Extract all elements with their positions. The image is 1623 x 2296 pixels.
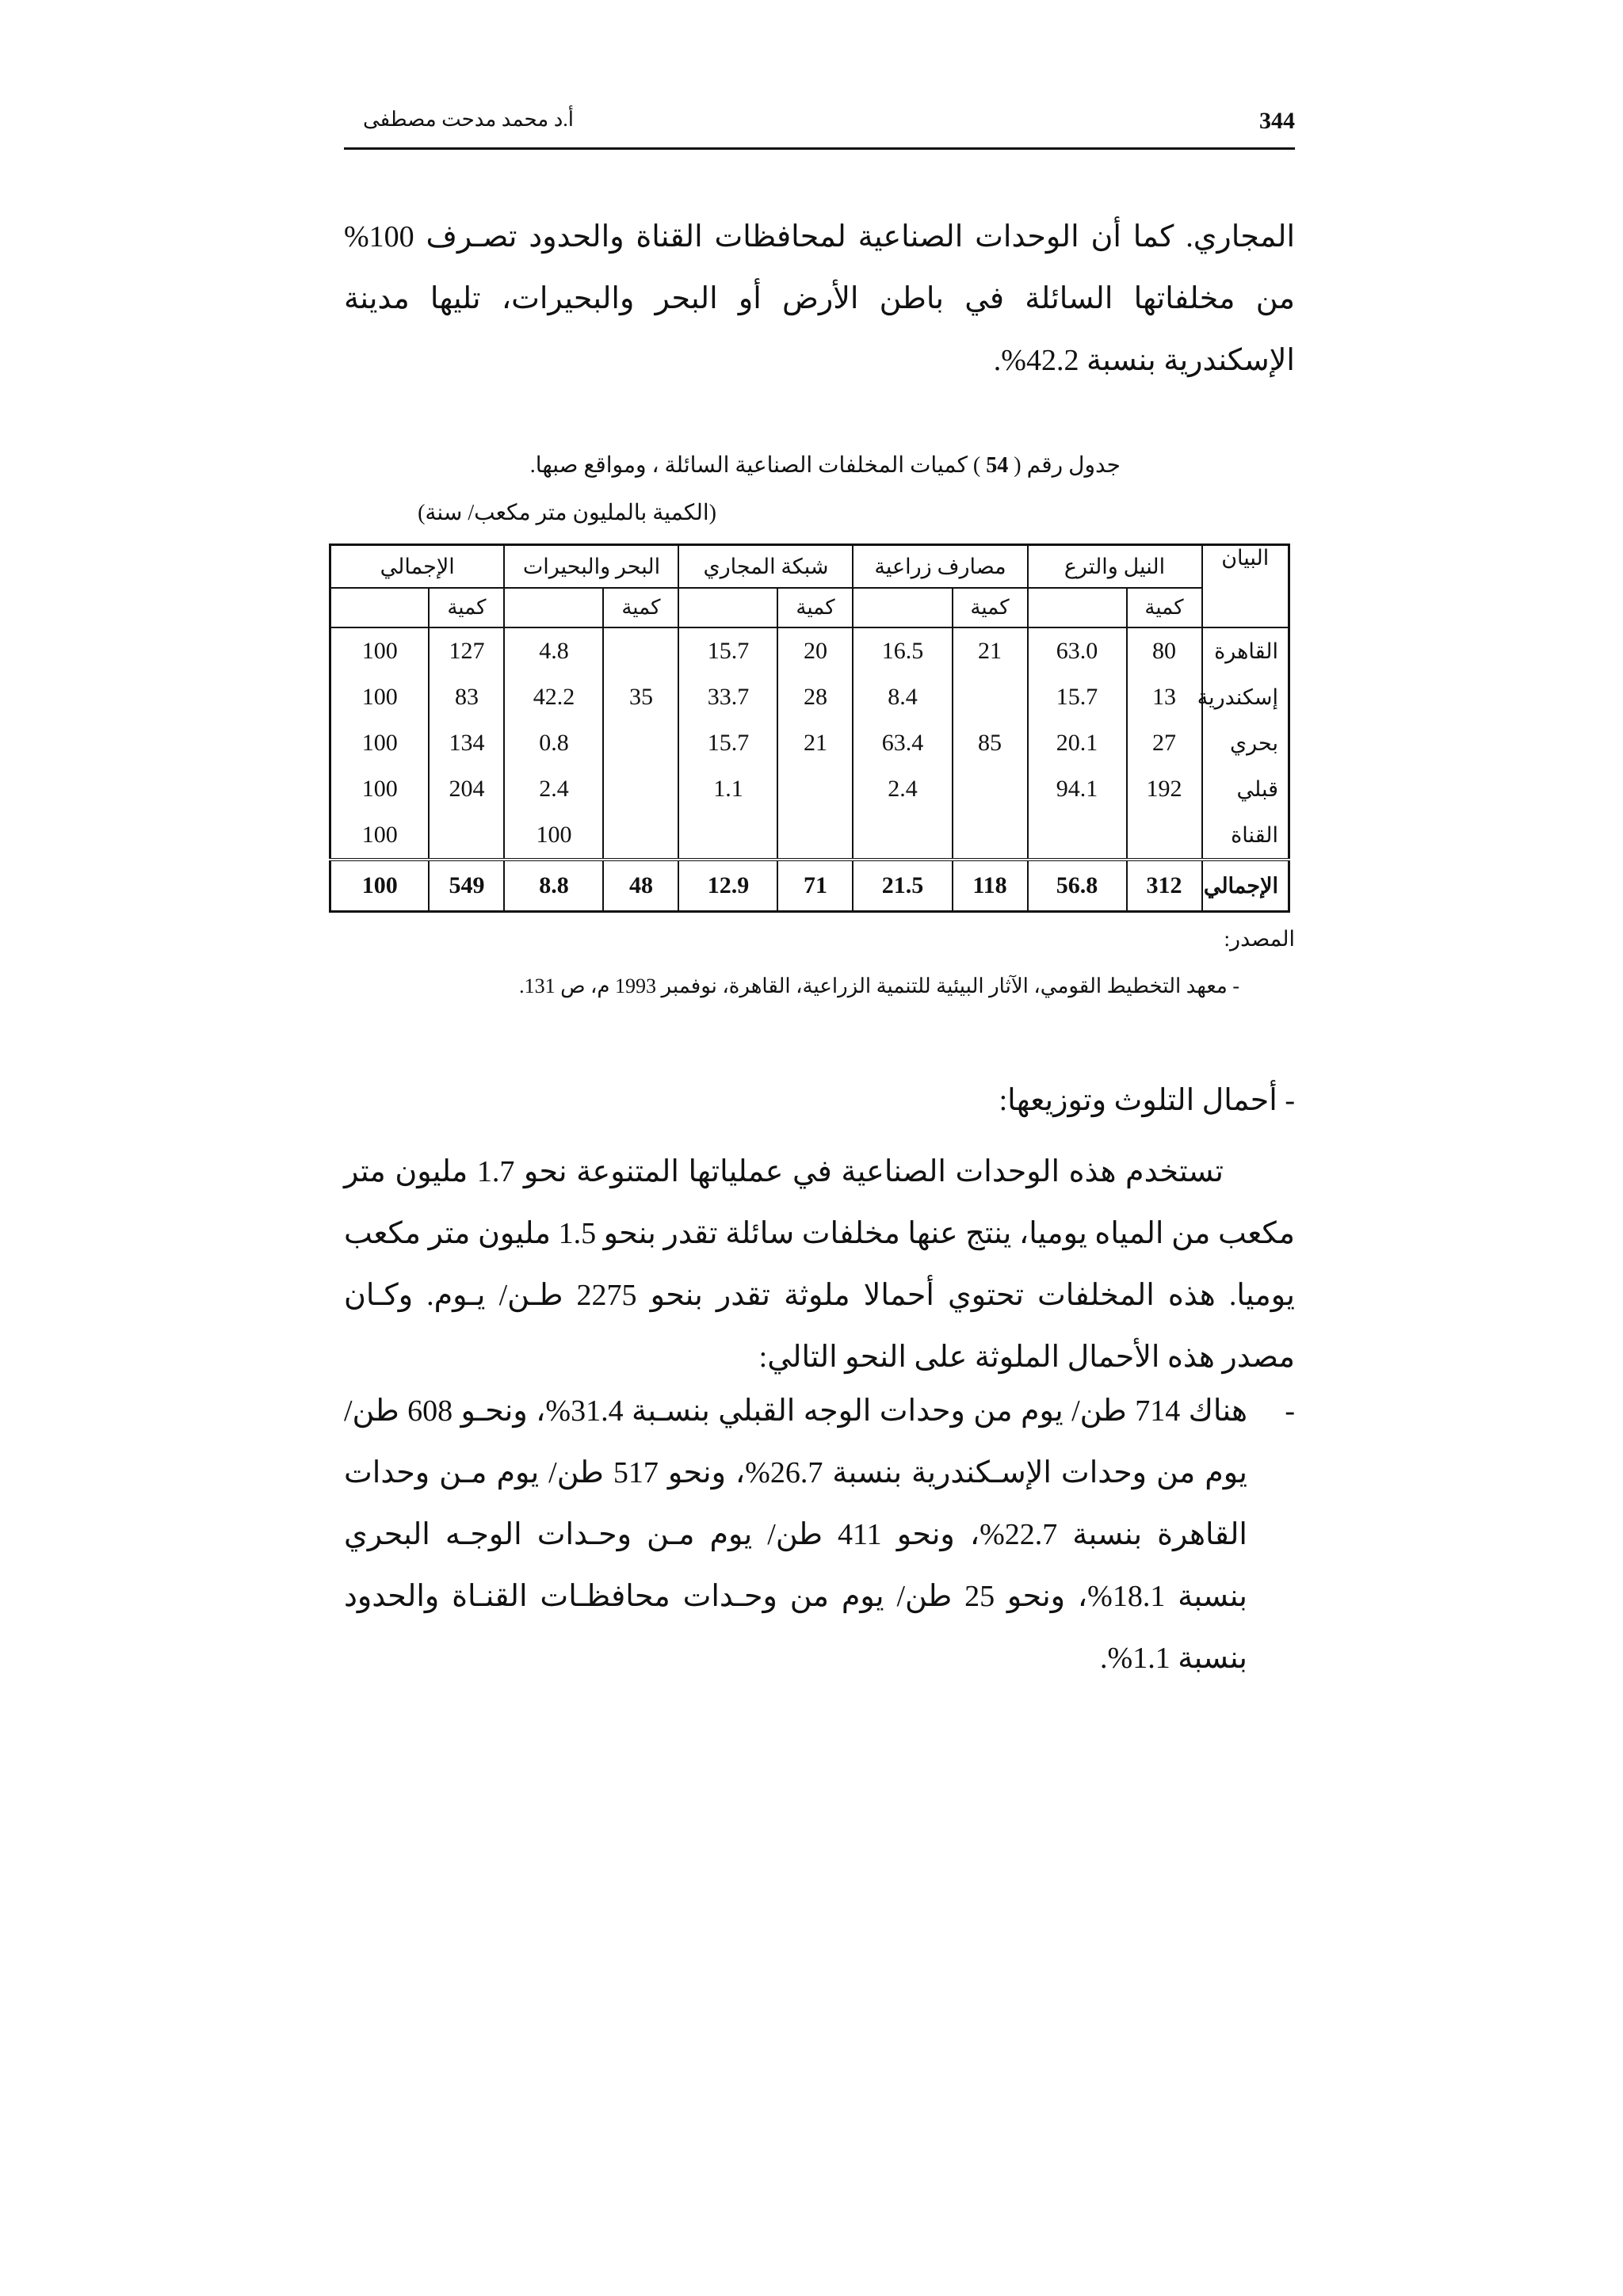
group-header: النيل والترع <box>1028 545 1202 589</box>
subheader-quantity: كمية <box>1127 588 1202 627</box>
table-cell <box>603 766 678 812</box>
table-body <box>330 627 1289 912</box>
table-subheader-row <box>330 588 1289 627</box>
book-page <box>344 0 1295 2296</box>
row-label: إسكندرية <box>1202 674 1289 720</box>
row-label: القناة <box>1202 812 1289 860</box>
table-cell <box>603 812 678 860</box>
table-cell: 118 <box>953 860 1028 912</box>
table-cell: 12.9 <box>678 860 777 912</box>
table-cell: 63.4 <box>853 720 952 766</box>
table-cell: 94.1 <box>1028 766 1127 812</box>
table-cell: 2.4 <box>853 766 952 812</box>
table-cell: 83 <box>429 674 504 720</box>
subheader-quantity: كمية <box>429 588 504 627</box>
table-cell: 21.5 <box>853 860 952 912</box>
table-cell: 192 <box>1127 766 1202 812</box>
table-cell: 100 <box>504 812 603 860</box>
table-cell <box>1127 812 1202 860</box>
table-cell: 56.8 <box>1028 860 1127 912</box>
table-row <box>330 627 1289 674</box>
table-row <box>330 720 1289 766</box>
table-cell: 100 <box>330 812 429 860</box>
table-cell: 134 <box>429 720 504 766</box>
source-label: المصدر: <box>1224 927 1295 951</box>
table-cell: 42.2 <box>504 674 603 720</box>
author-name: أ.د محمد مدحت مصطفى <box>363 108 574 131</box>
row-label: قبلي <box>1202 766 1289 812</box>
table-cell: 100 <box>330 860 429 912</box>
table-cell: 16.5 <box>853 627 952 674</box>
table-cell <box>678 812 777 860</box>
table-cell: 13 <box>1127 674 1202 720</box>
row-label: الإجمالي <box>1202 860 1289 912</box>
intro-paragraph: المجاري. كما أن الوحدات الصناعية لمحافظات القناة والحدود تصـرف 100% من مخلفاتها السائلة في باطن الأرض أو البحر والبحيرات، تليها مدينة الإسكندرية بنسبة 42.2%. <box>344 220 1295 377</box>
subheader-blank <box>853 588 952 627</box>
header-rule <box>344 147 1295 150</box>
table-cell <box>1028 812 1127 860</box>
subheader-quantity: كمية <box>953 588 1028 627</box>
subheader-blank <box>1028 588 1127 627</box>
table-cell: 27 <box>1127 720 1202 766</box>
table-cell: 85 <box>953 720 1028 766</box>
table-cell: 63.0 <box>1028 627 1127 674</box>
group-header: شبكة المجاري <box>678 545 853 589</box>
subheader-quantity: كمية <box>603 588 678 627</box>
table-cell <box>777 812 853 860</box>
table-cell: 80 <box>1127 627 1202 674</box>
subheader-blank <box>330 588 429 627</box>
group-header: البحر والبحيرات <box>504 545 678 589</box>
table-cell: 15.7 <box>678 720 777 766</box>
caption-prefix: جدول رقم ( <box>1014 453 1121 478</box>
page-number: 344 <box>1259 108 1295 134</box>
table-cell: 100 <box>330 627 429 674</box>
table-cell: 4.8 <box>504 627 603 674</box>
table-cell <box>777 766 853 812</box>
table-cell: 21 <box>953 627 1028 674</box>
table-cell: 48 <box>603 860 678 912</box>
table-cell <box>603 720 678 766</box>
subheader-quantity: كمية <box>777 588 853 627</box>
table-cell: 1.1 <box>678 766 777 812</box>
table-cell: 33.7 <box>678 674 777 720</box>
table-cell: 549 <box>429 860 504 912</box>
table-cell: 100 <box>330 766 429 812</box>
subheader-blank <box>678 588 777 627</box>
subheader-blank <box>504 588 603 627</box>
table-cell: 8.8 <box>504 860 603 912</box>
row-label: القاهرة <box>1202 627 1289 674</box>
table-cell: 28 <box>777 674 853 720</box>
table-total-row <box>330 860 1289 912</box>
page-header <box>344 100 1295 147</box>
table-cell <box>953 812 1028 860</box>
table-cell <box>953 766 1028 812</box>
group-header: الإجمالي <box>330 545 504 589</box>
table-cell: 100 <box>330 674 429 720</box>
table-cell: 35 <box>603 674 678 720</box>
section-paragraph: تستخدم هذه الوحدات الصناعية في عملياتها المتنوعة نحو 1.7 مليون متر مكعب من المياه يوميا، ينتج عنها مخلفات سائلة تقدر بنحو 1.5 مليون متر مكعب يوميا. هذه المخلفات تحتوي أحمالا ملوثة تقدر بنحو 2275 طـن/ يـوم. وكـان مصدر هذه الأحمال الملوثة على النحو التالي: <box>344 1155 1295 1374</box>
row-header-cell: البيان <box>1202 545 1289 628</box>
table-cell: 15.7 <box>1028 674 1127 720</box>
table-cell: 21 <box>777 720 853 766</box>
industrial-waste-table <box>329 543 1290 913</box>
table-cell: 127 <box>429 627 504 674</box>
table-unit-note: (الكمية بالمليون متر مكعب/ سنة) <box>418 501 716 525</box>
table-cell <box>603 627 678 674</box>
table-cell: 20.1 <box>1028 720 1127 766</box>
table-cell: 0.8 <box>504 720 603 766</box>
data-table-wrapper <box>331 543 1290 913</box>
table-cell: 100 <box>330 720 429 766</box>
table-cell: 20 <box>777 627 853 674</box>
bullet-dash: - <box>1285 1394 1295 1428</box>
table-row <box>330 674 1289 720</box>
table-cell: 15.7 <box>678 627 777 674</box>
source-citation: - معهد التخطيط القومي، الآثار البيئية للتنمية الزراعية، القاهرة، نوفمبر 1993 م، ص 131. <box>519 974 1239 997</box>
table-group-header-row <box>330 545 1289 589</box>
table-cell: 71 <box>777 860 853 912</box>
table-row <box>330 766 1289 812</box>
table-cell: 312 <box>1127 860 1202 912</box>
caption-suffix: ) كميات المخلفات الصناعية السائلة ، ومواقع صبها. <box>529 453 981 478</box>
table-row <box>330 812 1289 860</box>
table-cell: 8.4 <box>853 674 952 720</box>
table-caption <box>530 452 1121 479</box>
group-header: مصارف زراعية <box>853 545 1027 589</box>
table-cell <box>953 674 1028 720</box>
table-cell <box>429 812 504 860</box>
row-label: بحري <box>1202 720 1289 766</box>
table-cell <box>853 812 952 860</box>
section-heading: - أحمال التلوث وتوزيعها: <box>999 1084 1295 1117</box>
caption-number: 54 <box>986 453 1009 478</box>
bullet-text: هناك 714 طن/ يوم من وحدات الوجه القبلي بنسـبة 31.4%، ونحـو 608 طن/ يوم من وحدات الإسـكندرية بنسبة 26.7%، ونحو 517 طن/ يوم مـن وحدات القاهرة بنسبة 22.7%، ونحو 411 طن/ يوم مـن وحـدات الوجـه البحري بنسبة 18.1%، ونحو 25 طن/ يوم من وحـدات محافظـات القنـاة والحدود بنسبة 1.1%. <box>344 1394 1248 1675</box>
table-cell: 2.4 <box>504 766 603 812</box>
table-cell: 204 <box>429 766 504 812</box>
